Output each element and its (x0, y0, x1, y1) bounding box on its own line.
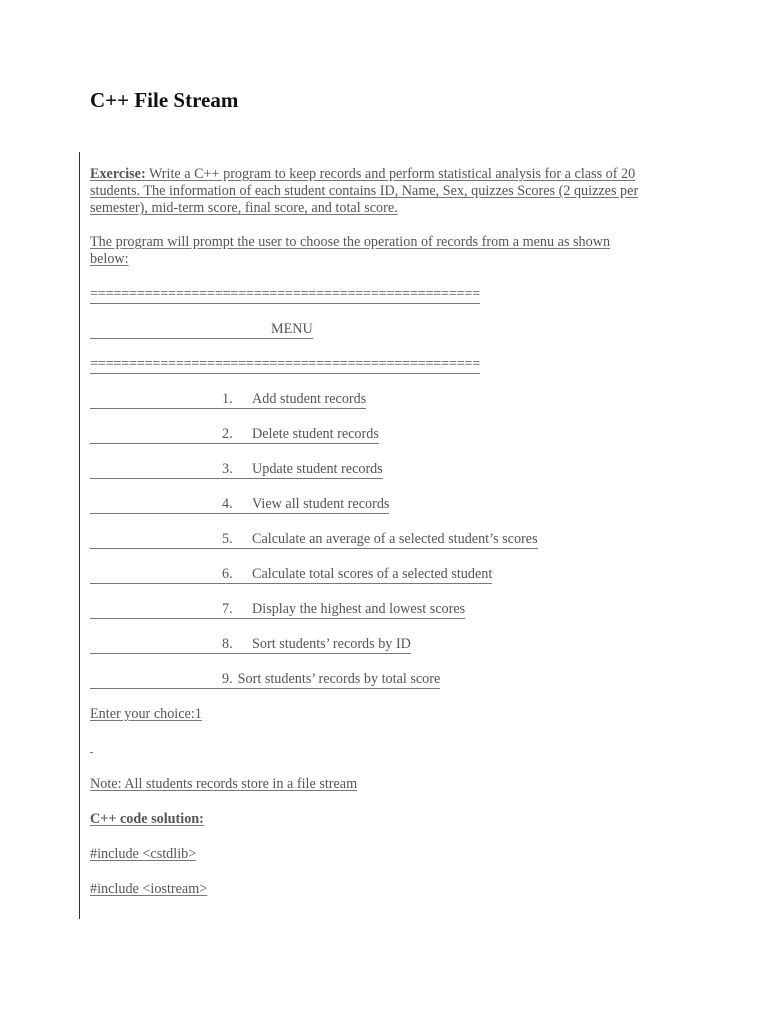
menu-item-average: 5. Calculate an average of a selected student’s scores (90, 531, 678, 566)
menu-item-label: Add student records (252, 391, 367, 407)
exercise-line-3: semester), mid-term score, final score, and total score. (90, 200, 398, 216)
menu-title: MENU (90, 321, 313, 339)
menu-separator-bottom: ================================================== (90, 356, 481, 372)
menu-title-row (90, 321, 678, 356)
note-row (90, 776, 678, 811)
menu-item-highest-lowest: 7. Display the highest and lowest scores (90, 601, 678, 636)
menu-separator-top: ================================================== (90, 286, 481, 302)
page-title: C++ File Stream (90, 88, 239, 112)
code-heading: C++ code solution: (90, 811, 204, 827)
prompt-paragraph (90, 234, 678, 268)
menu-item-view: 4. View all student records (90, 496, 678, 531)
exercise-paragraph (90, 166, 678, 217)
exercise-label: Exercise: (90, 166, 146, 182)
menu-item-label: Display the highest and lowest scores (252, 601, 466, 617)
menu-item-label: Update student records (252, 461, 383, 477)
choice-prompt: Enter your choice:1 (90, 706, 202, 722)
code-line (90, 881, 678, 916)
code-heading-row (90, 811, 678, 846)
menu-item-update: 3. Update student records (90, 461, 678, 496)
menu-item-total: 6. Calculate total scores of a selected student (90, 566, 678, 601)
menu-item-label: View all student records (252, 496, 390, 512)
exercise-line-2: students. The information of each student contains ID, Name, Sex, quizzes Scores (2 quizzes per (90, 183, 639, 199)
prompt-line-1: The program will prompt the user to choose the operation of records from a menu as shown (90, 234, 611, 250)
menu-item-sort-total: 9. Sort students’ records by total score (90, 671, 678, 706)
exercise-line-1: Write a C++ program to keep records and perform statistical analysis for a class of 20 (145, 166, 636, 182)
menu-item-label: Sort students’ records by total score (237, 671, 441, 687)
menu-item-label: Calculate total scores of a selected student (252, 566, 493, 582)
note-text: Note: All students records store in a file stream (90, 776, 358, 792)
menu-item-label: Calculate an average of a selected student’s scores (252, 531, 538, 547)
left-border-rule (79, 152, 80, 919)
menu-item-sort-id: 8. Sort students’ records by ID (90, 636, 678, 671)
menu-item-label: Sort students’ records by ID (252, 636, 411, 652)
code-line-include-cstdlib: #include <cstdlib> (90, 846, 197, 862)
code-line-include-iostream: #include <iostream> (90, 881, 208, 897)
menu-item-add: 1. Add student records (90, 391, 678, 426)
menu-item-label: Delete student records (252, 426, 379, 442)
code-line (90, 846, 678, 881)
empty-underlined-line (90, 741, 678, 776)
document-body (90, 166, 678, 916)
choice-prompt-row (90, 706, 678, 741)
prompt-line-2: below: (90, 251, 129, 267)
menu-item-delete: 2. Delete student records (90, 426, 678, 461)
